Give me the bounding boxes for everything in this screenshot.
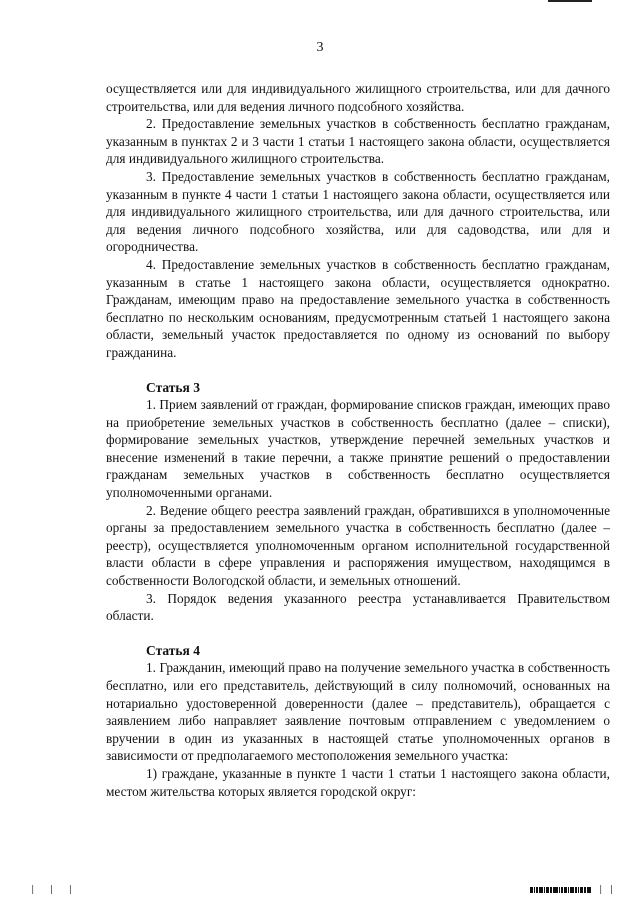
paragraph-2-2: 2. Предоставление земельных участков в собственность бесплатно гражданам, указанным в пунктах 2 и 3 части 1 статьи 1 настоящего закона области, осуществляется для индивидуального жилищного строительства. <box>106 116 610 167</box>
paragraph-4-1-1: 1) граждане, указанные в пункте 1 части 1 статьи 1 настоящего закона области, местом жительства которых является городской округ: <box>106 765 610 799</box>
scan-artifact-bottom-left: | | | <box>30 885 78 895</box>
article-3-heading: Статья 3 <box>146 379 200 395</box>
scan-artifact-bottom-right: | | <box>598 885 615 895</box>
paragraph-2-3: 3. Предоставление земельных участков в собственность бесплатно гражданам, указанным в пункте 4 части 1 статьи 1 настоящего закона области, осуществляется или для индивидуального жилищного строительства, или для дачного строительства, или для ведения личного подсобного хозяйства, или для садоводства, или для и огородничества. <box>106 168 610 255</box>
document-body <box>106 80 610 800</box>
article-4-heading: Статья 4 <box>146 642 200 658</box>
paragraph-2-4: 4. Предоставление земельных участков в собственность бесплатно гражданам, указанным в статье 1 настоящего закона области, осуществляется однократно. Гражданам, имеющим право на предоставление земельного участка в собственность бесплатно по нескольким основаниям, предусмотренным статьей 1 настоящего закона области, земельный участок предоставляется по одному из оснований по выбору гражданина. <box>106 256 610 360</box>
page-number: 3 <box>316 40 324 55</box>
paragraph-3-2: 2. Ведение общего реестра заявлений граждан, обратившихся в уполномоченные органы за предоставлением земельного участка в собственность бесплатно (далее – реестр), осуществляется уполномоченным органом исполнительной государственной власти области в сфере управления и распоряжения имуществом, находящимся в собственности Вологодской области, и земельных отношений. <box>106 502 610 589</box>
paragraph-continuation: осуществляется или для индивидуального жилищного строительства, или для дачного строительства, или для ведения личного подсобного хозяйства. <box>106 81 610 114</box>
scan-artifact-top <box>548 0 592 2</box>
barcode-mark <box>530 887 594 893</box>
paragraph-3-3: 3. Порядок ведения указанного реестра устанавливается Правительством области. <box>106 590 610 624</box>
paragraph-3-1: 1. Прием заявлений от граждан, формирование списков граждан, имеющих право на приобретение земельных участков в собственность бесплатно (далее – списки), формирование земельных участков, утверждение перечней земельных участков и внесение изменений в такие перечни, а также принятие решений о предоставлении гражданам земельных участков в собственность бесплатно осуществляется уполномоченными органами. <box>106 397 610 501</box>
paragraph-4-1: 1. Гражданин, имеющий право на получение земельного участка в собственность бесплатно, или его представитель, действующий в силу полномочий, основанных на нотариально удостоверенной доверенности (далее – представитель), обращается с заявлением либо направляет заявление почтовым отправлением с уведомлением о вручении в один из указанных в настоящей статье уполномоченных органов в зависимости от предполагаемого местоположения земельного участка: <box>106 660 610 764</box>
